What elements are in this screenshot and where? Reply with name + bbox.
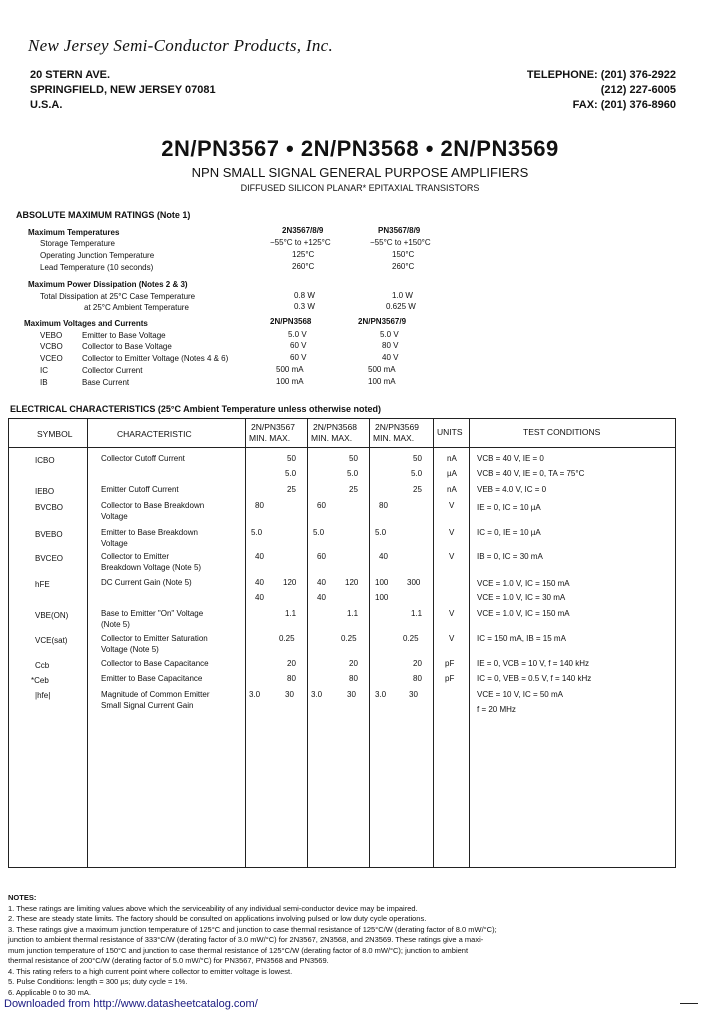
row-value: 30 (285, 690, 294, 699)
col-divider (433, 419, 434, 867)
row-characteristic: Collector to Base Breakdown (101, 501, 205, 510)
row-value: 5.0 (313, 528, 325, 537)
row-value: 3.0 (249, 690, 261, 699)
row-symbol: VCE(sat) (35, 636, 68, 645)
row-value: 25 (287, 485, 296, 494)
row-test: IC = 150 mA, IB = 15 mA (477, 634, 566, 643)
row-value: 80 (287, 674, 296, 683)
row-characteristic-cont: Voltage (101, 512, 128, 521)
row-characteristic: Collector to Emitter Saturation (101, 634, 208, 643)
hdr-device-2: 2N/PN3568 (313, 422, 357, 432)
row-value: 50 (287, 454, 296, 463)
row-value: 60 (317, 552, 326, 561)
address-line: SPRINGFIELD, NEW JERSEY 07081 (30, 84, 216, 96)
row-value: 0.25 (403, 634, 419, 643)
row-characteristic: Emitter to Base Capacitance (101, 674, 203, 683)
power-row-label: at 25°C Ambient Temperature (84, 303, 189, 312)
power-label: Maximum Power Dissipation (Notes 2 & 3) (28, 280, 188, 289)
row-value: 60 (317, 501, 326, 510)
row-value: 80 (379, 501, 388, 510)
row-characteristic: Base to Emitter "On" Voltage (101, 609, 204, 618)
volts-row-a: 60 V (290, 353, 307, 362)
elec-heading: ELECTRICAL CHARACTERISTICS (25°C Ambient Temperature unless otherwise noted) (10, 404, 381, 414)
row-test: VCE = 1.0 V, IC = 150 mA (477, 579, 570, 588)
col-divider (307, 419, 308, 867)
volts-row-a: 100 mA (276, 377, 304, 386)
volts-row-a: 60 V (290, 341, 307, 350)
hdr-device-1: 2N/PN3567 (251, 422, 295, 432)
col-divider (369, 419, 370, 867)
row-symbol: hFE (35, 580, 50, 589)
volts-row-b: 100 mA (368, 377, 396, 386)
row-value: 20 (413, 659, 422, 668)
row-test: VCE = 1.0 V, IC = 150 mA (477, 609, 570, 618)
phone-line: TELEPHONE: (201) 376-2922 (526, 69, 676, 81)
page-dash (680, 1003, 698, 1004)
temp-row-a: −55°C to +125°C (270, 238, 331, 247)
row-test-cont: f = 20 MHz (477, 705, 516, 714)
row-value: 25 (349, 485, 358, 494)
row-test: VCE = 10 V, IC = 50 mA (477, 690, 563, 699)
power-row-b: 1.0 W (392, 291, 413, 300)
volts-row-label: Emitter to Base Voltage (82, 331, 166, 340)
row-unit: V (449, 634, 455, 643)
row-test: VCE = 1.0 V, IC = 30 mA (477, 593, 566, 602)
row-value: 40 (255, 578, 264, 587)
notes-section (8, 893, 497, 998)
row-symbol: VBE(ON) (35, 611, 69, 620)
volts-row-label: Collector to Emitter Voltage (Notes 4 & 6) (82, 354, 229, 363)
row-value: 40 (379, 552, 388, 561)
notes-heading: NOTES: (8, 893, 37, 902)
volts-col-b: 2N/PN3567/9 (358, 317, 407, 326)
power-row-label: Total Dissipation at 25°C Case Temperature (40, 292, 196, 301)
row-unit: µA (447, 469, 457, 478)
row-symbol: *Ceb (31, 676, 49, 685)
volts-label: Maximum Voltages and Currents (24, 319, 148, 328)
address-line: U.S.A. (30, 99, 63, 111)
row-characteristic: Emitter Cutoff Current (101, 485, 179, 494)
row-characteristic-cont: Voltage (Note 5) (101, 645, 159, 654)
page-title: 2N/PN3567 • 2N/PN3568 • 2N/PN3569 (161, 136, 559, 161)
row-value: 300 (407, 578, 421, 587)
row-value: 1.1 (411, 609, 423, 618)
note-line: mum junction temperature of 150°C and junction to case thermal resistance of 125°C/W (derating factor of 8.0 mW/°C); junction to ambient (8, 945, 469, 955)
row-test: VCB = 40 V, IE = 0, TA = 75°C (477, 469, 585, 478)
note-line: 5. Pulse Conditions: length = 300 µs; duty cycle = 1%. (8, 977, 188, 986)
row-value: 80 (255, 501, 264, 510)
row-characteristic: Emitter to Base Breakdown (101, 528, 198, 537)
hdr-minmax: MIN. MAX. (249, 433, 291, 443)
row-symbol: |hfe| (35, 691, 51, 700)
row-value: 20 (349, 659, 358, 668)
note-line: thermal resistance of 200°C/W (derating factor of 5.0 mW/°C) for PN3567, PN3568 and PN3569. (8, 956, 329, 965)
temp-col-b: PN3567/8/9 (378, 226, 421, 235)
row-unit: V (449, 528, 455, 537)
volts-row-symbol: IB (40, 378, 48, 387)
row-value: 25 (413, 485, 422, 494)
row-symbol: ICBO (35, 456, 55, 465)
power-row-a: 0.3 W (294, 302, 315, 311)
row-unit: V (449, 609, 455, 618)
temp-row-b: 150°C (392, 250, 415, 259)
row-unit: V (449, 501, 455, 510)
row-characteristic: Collector to Base Capacitance (101, 659, 209, 668)
row-value: 40 (317, 593, 326, 602)
page-subtitle-secondary: DIFFUSED SILICON PLANAR* EPITAXIAL TRANSISTORS (240, 183, 480, 193)
row-value: 120 (283, 578, 297, 587)
note-line: 3. These ratings give a maximum junction temperature of 125°C and junction to case thermal resistance of 125°C/W (derating factor of 8.0 mW/°C); (8, 924, 497, 934)
row-test: IE = 0, IC = 10 µA (477, 503, 541, 512)
note-line: 6. Applicable 0 to 30 mA. (8, 987, 91, 997)
volts-row-b: 5.0 V (380, 330, 399, 339)
row-characteristic-cont: Voltage (101, 539, 128, 548)
row-value: 3.0 (375, 690, 387, 699)
row-value: 5.0 (285, 469, 297, 478)
temp-col-a: 2N3567/8/9 (282, 226, 324, 235)
temp-row-b: −55°C to +150°C (370, 238, 431, 247)
row-value: 40 (317, 578, 326, 587)
row-test: VEB = 4.0 V, IC = 0 (477, 485, 547, 494)
download-source-link[interactable]: Downloaded from http://www.datasheetcatalog.com/ (4, 998, 258, 1010)
row-symbol: BVCBO (35, 503, 64, 512)
volts-row-symbol: VEBO (40, 331, 63, 340)
row-symbol: BVCEO (35, 554, 64, 563)
row-test: IC = 0, VEB = 0.5 V, f = 140 kHz (477, 674, 592, 683)
phone-line: (212) 227-6005 (600, 84, 676, 96)
hdr-units: UNITS (437, 427, 463, 437)
row-unit: pF (445, 659, 455, 668)
row-unit: nA (447, 454, 457, 463)
page-subtitle: NPN SMALL SIGNAL GENERAL PURPOSE AMPLIFIERS (191, 165, 529, 180)
volts-row-a: 5.0 V (288, 330, 307, 339)
hdr-minmax: MIN. MAX. (373, 433, 415, 443)
row-test: IB = 0, IC = 30 mA (477, 552, 543, 561)
row-test: IE = 0, VCB = 10 V, f = 140 kHz (477, 659, 589, 668)
volts-row-b: 500 mA (368, 365, 396, 374)
note-line: 4. This rating refers to a high current point where collector to emitter voltage is lowest. (8, 966, 293, 976)
row-symbol: IEBO (35, 487, 55, 496)
power-row-a: 0.8 W (294, 291, 315, 300)
volts-row-label: Collector Current (82, 366, 143, 375)
temp-row-label: Operating Junction Temperature (40, 251, 155, 260)
col-divider (469, 419, 470, 867)
abs-max-heading: ABSOLUTE MAXIMUM RATINGS (Note 1) (16, 210, 191, 220)
row-characteristic: DC Current Gain (Note 5) (101, 578, 192, 587)
row-test: IC = 0, IE = 10 µA (477, 528, 541, 537)
row-value: 100 (375, 593, 389, 602)
row-value: 80 (413, 674, 422, 683)
hdr-device-3: 2N/PN3569 (375, 422, 419, 432)
row-value: 30 (409, 690, 418, 699)
volts-col-a: 2N/PN3568 (270, 317, 312, 326)
volts-row-symbol: IC (40, 366, 48, 375)
row-value: 1.1 (347, 609, 359, 618)
row-test: VCB = 40 V, IE = 0 (477, 454, 544, 463)
address-line: 20 STERN AVE. (30, 69, 111, 81)
fax-line: FAX: (201) 376-8960 (572, 99, 676, 111)
volts-row-symbol: VCBO (40, 342, 63, 351)
volts-row-symbol: VCEO (40, 354, 63, 363)
note-line: 1. These ratings are limiting values above which the serviceability of any individual semi-conductor device may be impaired. (8, 903, 418, 913)
company-logo-text: New Jersey Semi-Conductor Products, Inc. (28, 36, 334, 55)
row-unit: V (449, 552, 455, 561)
col-divider (245, 419, 246, 867)
row-characteristic: Magnitude of Common Emitter (101, 690, 210, 699)
row-characteristic: Collector to Emitter (101, 552, 170, 561)
row-value: 50 (413, 454, 422, 463)
hdr-minmax: MIN. MAX. (311, 433, 353, 443)
row-value: 0.25 (279, 634, 295, 643)
col-divider (87, 419, 88, 867)
temp-row-b: 260°C (392, 262, 415, 271)
company-address (30, 68, 216, 113)
note-line: 2. These are steady state limits. The factory should be consulted on applications involving pulsed or low duty cycle operations. (8, 914, 427, 923)
temp-row-a: 260°C (292, 262, 315, 271)
row-value: 40 (255, 552, 264, 561)
company-phone (527, 68, 676, 113)
row-value: 50 (349, 454, 358, 463)
row-value: 40 (255, 593, 264, 602)
row-value: 5.0 (347, 469, 359, 478)
row-characteristic-cont: Breakdown Voltage (Note 5) (101, 563, 202, 572)
hdr-test-conditions: TEST CONDITIONS (523, 427, 601, 437)
header-rule (9, 447, 675, 448)
hdr-characteristic: CHARACTERISTIC (117, 429, 192, 439)
volts-row-a: 500 mA (276, 365, 304, 374)
row-value: 5.0 (375, 528, 387, 537)
volts-row-label: Collector to Base Voltage (82, 342, 172, 351)
row-characteristic-cont: Small Signal Current Gain (101, 701, 194, 710)
row-value: 5.0 (411, 469, 423, 478)
row-unit: pF (445, 674, 455, 683)
row-value: 120 (345, 578, 359, 587)
row-characteristic-cont: (Note 5) (101, 620, 130, 629)
temp-row-label: Lead Temperature (10 seconds) (40, 263, 154, 272)
row-value: 100 (375, 578, 389, 587)
temp-row-a: 125°C (292, 250, 315, 259)
note-line: junction to ambient thermal resistance of 333°C/W (derating factor of 3.0 mW/°C) for 2N3567, 2N3568, and 2N3569. These ratings give a maxi- (8, 935, 484, 944)
row-symbol: Ccb (35, 661, 50, 670)
temp-label: Maximum Temperatures (28, 228, 120, 237)
temp-row-label: Storage Temperature (40, 239, 116, 248)
row-value: 3.0 (311, 690, 323, 699)
row-value: 80 (349, 674, 358, 683)
power-row-b: 0.625 W (386, 302, 416, 311)
row-characteristic: Collector Cutoff Current (101, 454, 185, 463)
volts-row-b: 80 V (382, 341, 399, 350)
row-unit: nA (447, 485, 457, 494)
row-value: 0.25 (341, 634, 357, 643)
hdr-symbol: SYMBOL (37, 429, 73, 439)
volts-row-label: Base Current (82, 378, 130, 387)
row-value: 20 (287, 659, 296, 668)
row-symbol: BVEBO (35, 530, 63, 539)
volts-row-b: 40 V (382, 353, 399, 362)
row-value: 30 (347, 690, 356, 699)
elec-char-table (8, 418, 676, 868)
row-value: 1.1 (285, 609, 297, 618)
row-value: 5.0 (251, 528, 263, 537)
